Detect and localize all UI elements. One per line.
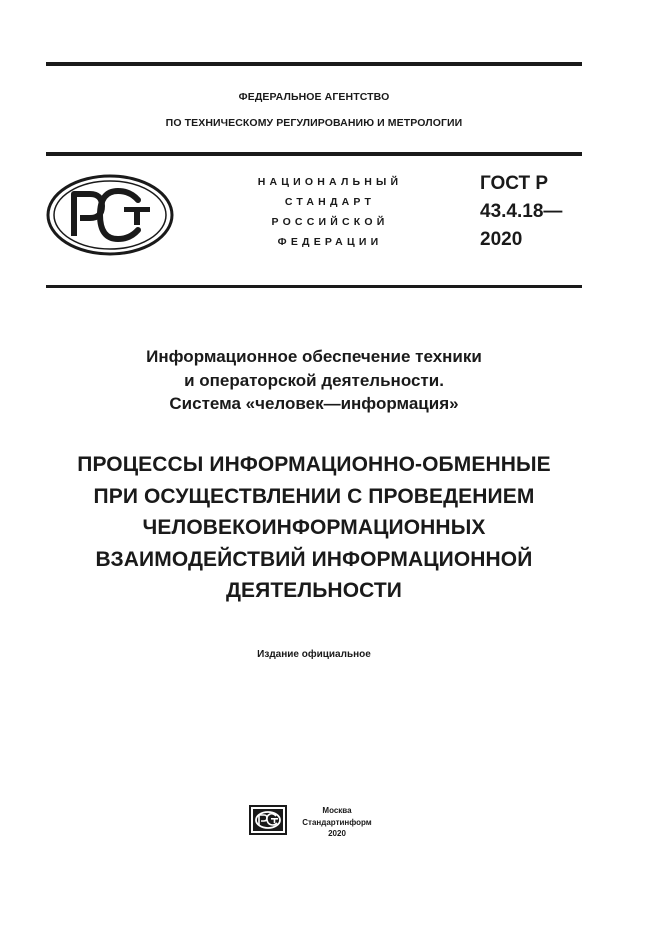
publisher-name: Стандартинформ — [302, 817, 372, 827]
publisher-year: 2020 — [328, 829, 346, 838]
gost-rst-logo-icon — [46, 174, 174, 256]
middle-rule — [46, 152, 582, 156]
national-standard-block — [236, 172, 424, 252]
publisher-city: Москва — [322, 806, 352, 815]
standartinform-logo-icon — [249, 805, 287, 835]
title-line: ПРИ ОСУЩЕСТВЛЕНИИ С ПРОВЕДЕНИЕМ — [93, 484, 535, 508]
gost-code-line: ГОСТ Р — [480, 173, 549, 194]
publisher-block — [292, 805, 382, 840]
edition-label: Издание официальное — [257, 649, 371, 660]
top-rule — [46, 62, 582, 66]
national-line: ФЕДЕРАЦИИ — [277, 236, 383, 248]
gost-code-line: 43.4.18— — [480, 201, 563, 222]
national-line: НАЦИОНАЛЬНЫЙ — [257, 176, 403, 188]
title-line: ВЗАИМОДЕЙСТВИЙ ИНФОРМАЦИОННОЙ — [95, 547, 533, 571]
gost-code — [480, 170, 562, 254]
title-line: ПРОЦЕССЫ ИНФОРМАЦИОННО-ОБМЕННЫЕ — [77, 453, 551, 476]
subtitle-line: Информационное обеспечение техники — [146, 347, 482, 366]
document-title — [46, 449, 582, 607]
agency-line-1: ФЕДЕРАЛЬНОЕ АГЕНТСТВО — [238, 91, 390, 103]
document-subtitle — [46, 345, 582, 416]
national-line: РОССИЙСКОЙ — [271, 216, 389, 228]
title-line: ДЕЯТЕЛЬНОСТИ — [226, 579, 402, 602]
national-line: СТАНДАРТ — [284, 196, 376, 208]
agency-line-2: ПО ТЕХНИЧЕСКОМУ РЕГУЛИРОВАНИЮ И МЕТРОЛОГИИ — [165, 117, 463, 129]
subtitle-line: Система «человек—информация» — [169, 394, 459, 413]
subtitle-line: и операторской деятельности. — [184, 370, 444, 390]
title-line: ЧЕЛОВЕКОИНФОРМАЦИОННЫХ — [142, 516, 486, 539]
gost-code-line: 2020 — [480, 229, 523, 250]
bottom-rule — [46, 285, 582, 288]
